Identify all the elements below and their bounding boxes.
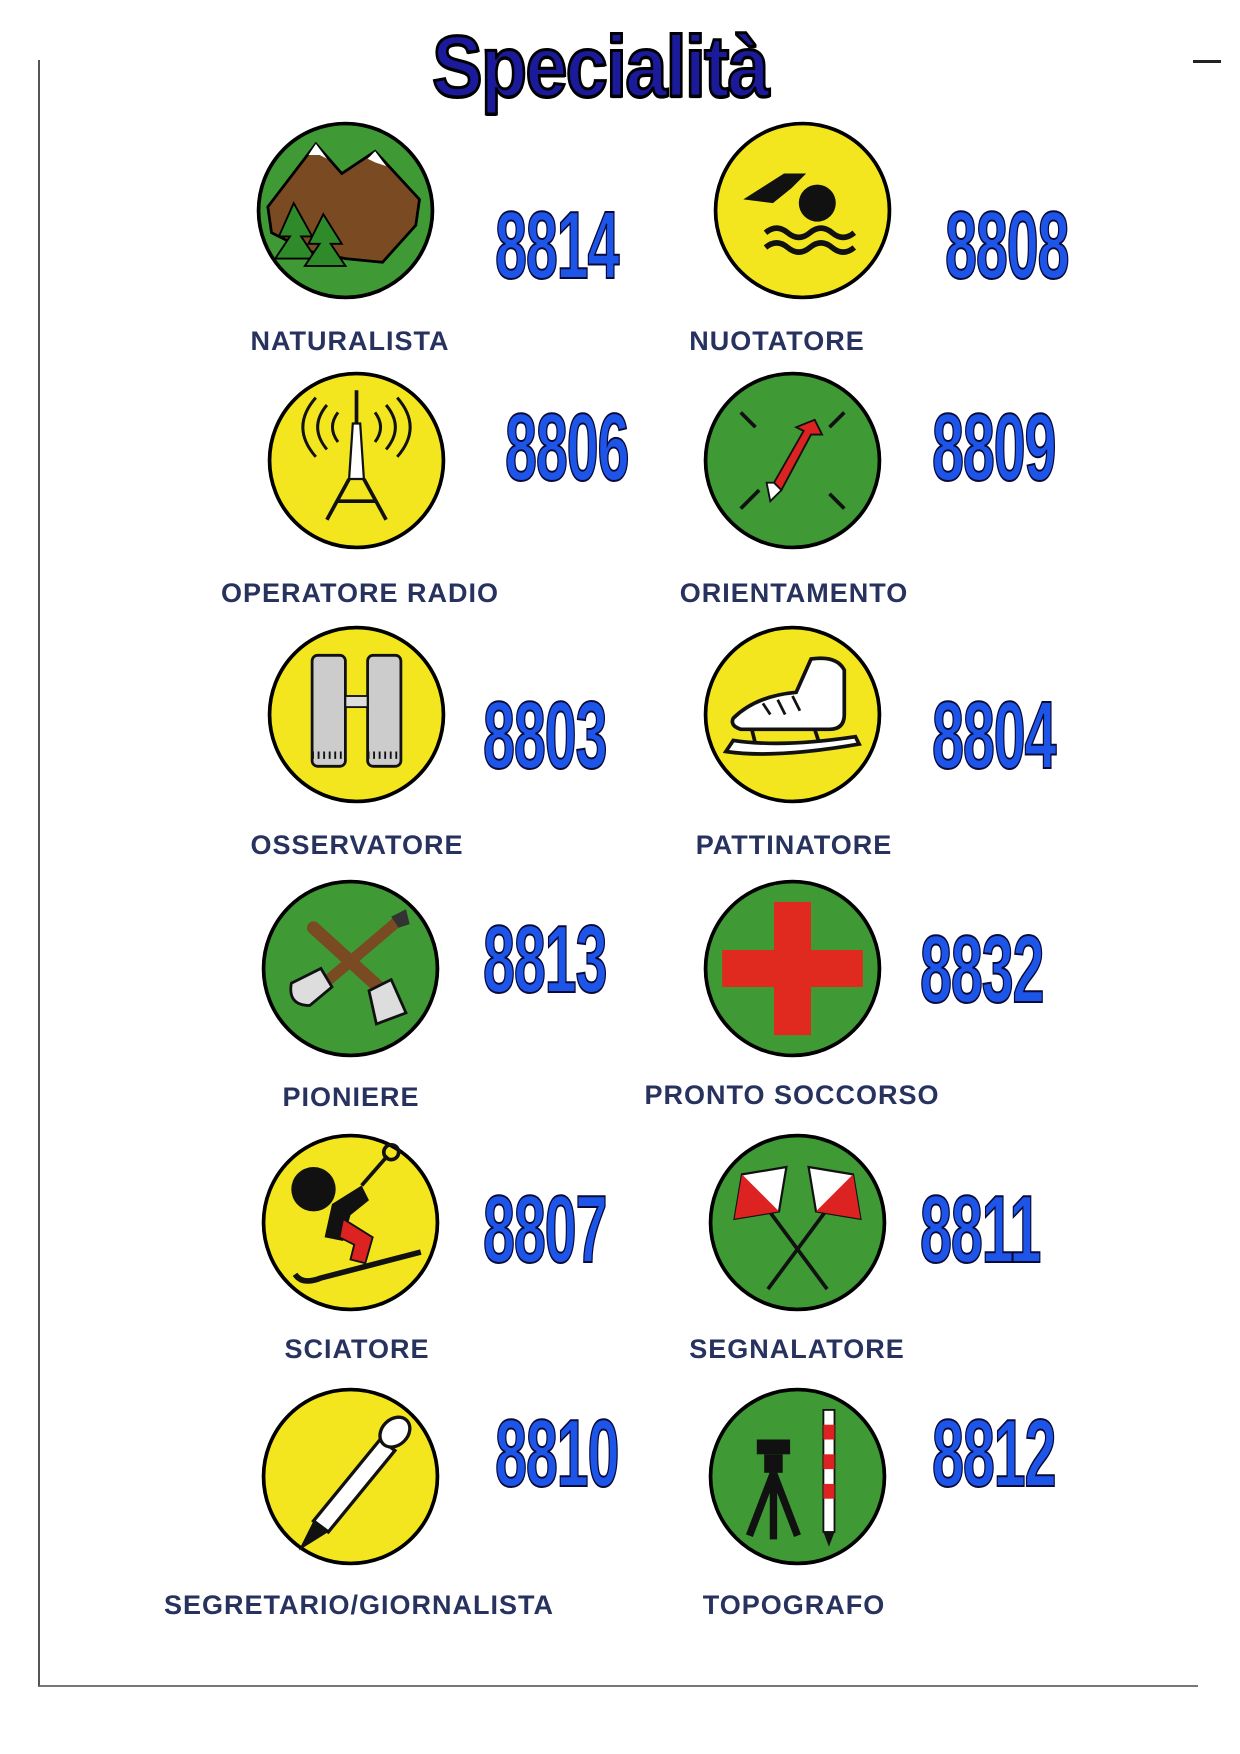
badge-sciatore [258, 1130, 443, 1315]
badge-label-segnalatore: SEGNALATORE [689, 1334, 905, 1364]
badge-label-naturalista: NATURALISTA [250, 326, 450, 356]
swimmer-icon [710, 118, 895, 303]
badge-code-8810: 8810 [495, 1400, 619, 1507]
binoculars-icon [264, 622, 449, 807]
badge-operatore-radio [264, 368, 449, 553]
badge-code-8813: 8813 [483, 906, 607, 1013]
badge-label-operatore-radio: OPERATORE RADIO [220, 578, 500, 608]
badge-nuotatore [710, 118, 895, 303]
badge-label-pioniere: PIONIERE [282, 1082, 420, 1112]
badge-code-8808: 8808 [945, 192, 1069, 299]
radio-tower-icon [264, 368, 449, 553]
badge-label-nuotatore: NUOTATORE [689, 326, 865, 356]
skate-icon [700, 622, 885, 807]
badge-code-8811: 8811 [920, 1176, 1041, 1283]
badge-orientamento [700, 368, 885, 553]
badge-code-8804: 8804 [932, 682, 1056, 789]
badge-pioniere [258, 876, 443, 1061]
badge-label-osservatore: OSSERVATORE [250, 830, 464, 860]
badge-pattinatore [700, 622, 885, 807]
badge-code-8814: 8814 [495, 192, 619, 299]
badge-pronto-soccorso [700, 876, 885, 1061]
tripod-icon [705, 1384, 890, 1569]
red-cross-icon [700, 876, 885, 1061]
badge-label-orientamento: ORIENTAMENTO [679, 578, 909, 608]
corner-mark [1193, 60, 1221, 63]
pen-icon [258, 1384, 443, 1569]
badge-topografo [705, 1384, 890, 1569]
badge-code-8806: 8806 [505, 394, 629, 501]
badge-label-pronto-soccorso: PRONTO SOCCORSO [644, 1080, 940, 1110]
badge-label-segretario-giornalista: SEGRETARIO/GIORNALISTA [163, 1590, 554, 1620]
compass-icon [700, 368, 885, 553]
skier-icon [258, 1130, 443, 1315]
badge-osservatore [264, 622, 449, 807]
badge-code-8803: 8803 [483, 682, 607, 789]
signal-flags-icon [705, 1130, 890, 1315]
badge-segretario-giornalista [258, 1384, 443, 1569]
badge-code-8832: 8832 [920, 916, 1044, 1023]
badge-label-topografo: TOPOGRAFO [702, 1590, 886, 1620]
badge-label-pattinatore: PATTINATORE [695, 830, 893, 860]
badge-code-8809: 8809 [932, 394, 1056, 501]
shovel-axe-icon [258, 876, 443, 1061]
badge-code-8807: 8807 [483, 1176, 607, 1283]
badge-code-8812: 8812 [932, 1400, 1056, 1507]
page-title: Specialità [432, 19, 768, 115]
badge-naturalista [253, 118, 438, 303]
badge-label-sciatore: SCIATORE [284, 1334, 430, 1364]
badge-segnalatore [705, 1130, 890, 1315]
mountain-icon [253, 118, 438, 303]
